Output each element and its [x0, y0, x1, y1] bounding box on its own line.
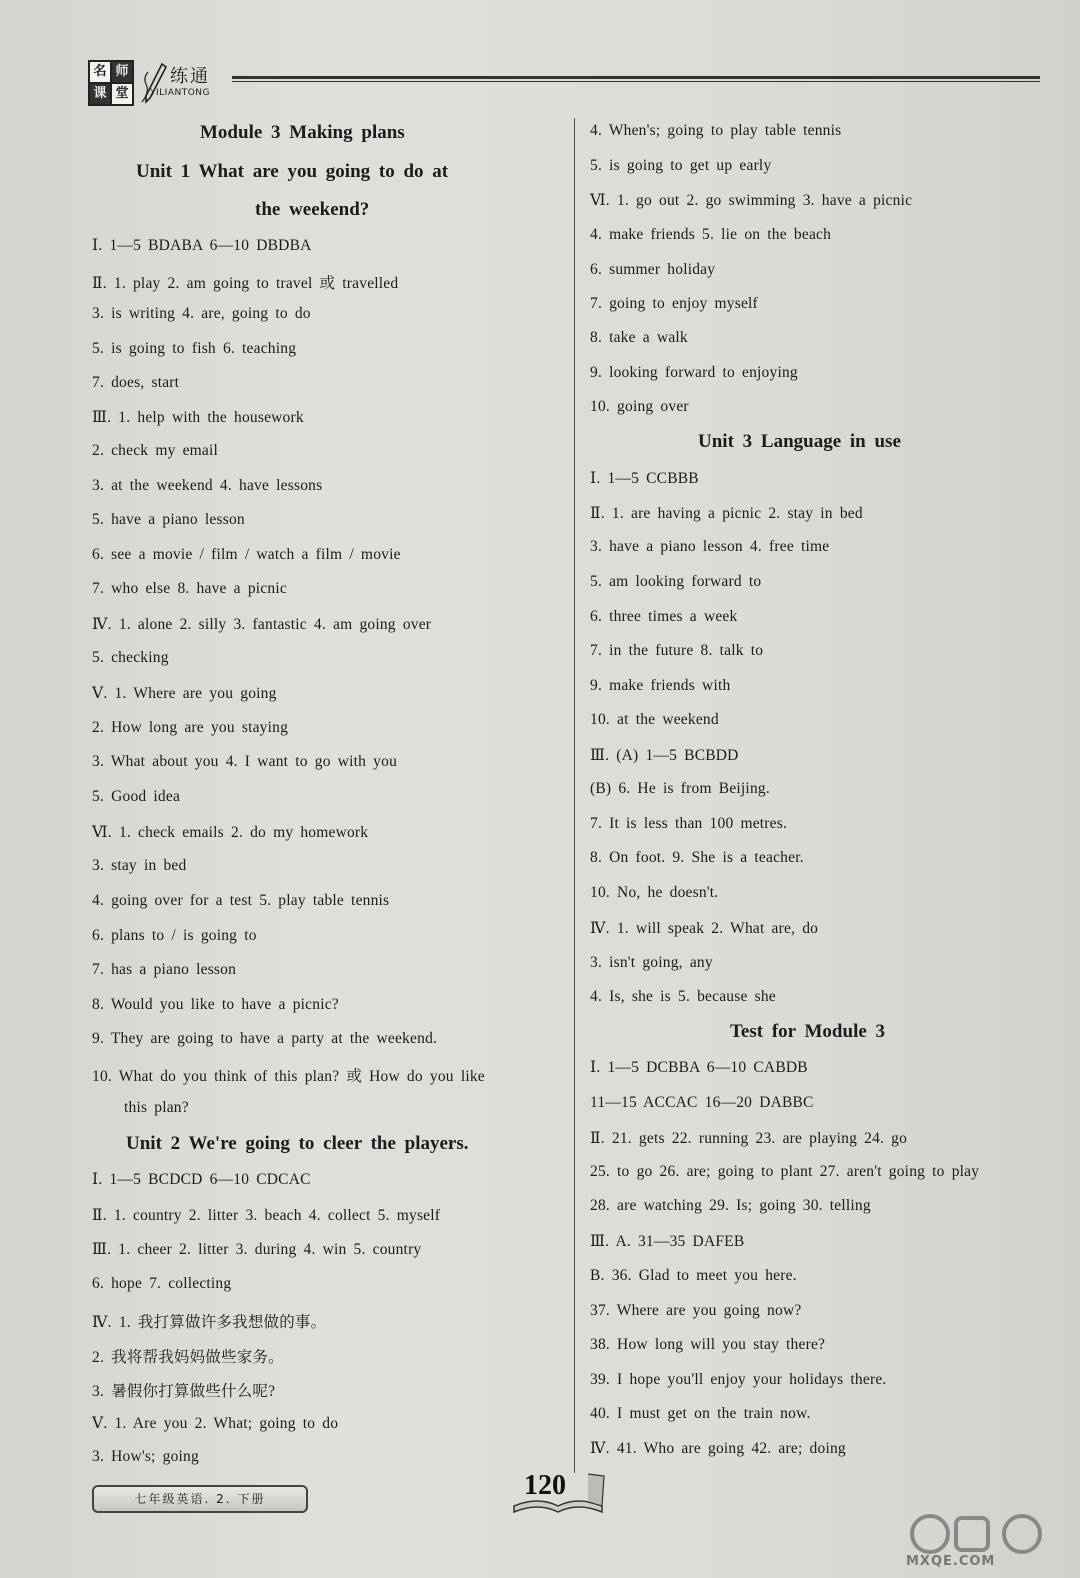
answer-line: Ⅳ. 1. 我打算做许多我想做的事。: [92, 1314, 327, 1331]
logo-char-shi: 师: [110, 60, 134, 84]
answer-line: 7. has a piano lesson: [92, 961, 237, 978]
unit3-title: Unit 3 Language in use: [698, 431, 901, 452]
answer-line: 8. take a walk: [590, 329, 688, 346]
answer-line: 28. are watching 29. Is; going 30. telling: [590, 1197, 871, 1214]
answer-line: 3. How's; going: [92, 1448, 199, 1465]
answer-line: this plan?: [124, 1099, 189, 1116]
answer-line: 4. going over for a test 5. play table tennis: [92, 892, 390, 909]
logo-char-ke: 课: [88, 82, 112, 106]
answer-line: Ⅱ. 1. country 2. litter 3. beach 4. collect 5. myself: [92, 1207, 441, 1224]
answer-line: 6. plans to / is going to: [92, 927, 257, 944]
answer-line: 3. is writing 4. are, going to do: [92, 305, 311, 322]
answer-line: 9. They are going to have a party at the weekend.: [92, 1030, 438, 1047]
answer-line: 2. check my email: [92, 442, 219, 459]
answer-line: Ⅳ. 1. alone 2. silly 3. fantastic 4. am going over: [92, 616, 432, 633]
answer-line: 10. at the weekend: [590, 711, 719, 728]
answer-line: 8. Would you like to have a picnic?: [92, 996, 339, 1013]
answer-line: 10. What do you think of this plan? 或 How do you like: [92, 1068, 485, 1085]
page-number: 120: [524, 1470, 566, 1501]
answer-line: 5. Good idea: [92, 788, 181, 805]
column-divider: [574, 118, 575, 1473]
answer-line: 40. I must get on the train now.: [590, 1405, 811, 1422]
book-label: 七年级英语. 2. 下册: [92, 1485, 308, 1513]
answer-line: Ⅴ. 1. Are you 2. What; going to do: [92, 1415, 339, 1432]
answer-line: Ⅰ. 1—5 DCBBA 6—10 CABDB: [590, 1059, 808, 1076]
answer-line: 5. is going to fish 6. teaching: [92, 340, 297, 357]
answer-line: B. 36. Glad to meet you here.: [590, 1267, 797, 1284]
answer-line: Ⅲ. 1. help with the housework: [92, 409, 304, 426]
answer-line: 3. stay in bed: [92, 857, 187, 874]
module-title: Module 3 Making plans: [200, 122, 405, 143]
answer-line: 7. does, start: [92, 374, 180, 391]
answer-line: 6. summer holiday: [590, 261, 716, 278]
answer-line: 2. 我将帮我妈妈做些家务。: [92, 1349, 284, 1366]
answer-line: 38. How long will you stay there?: [590, 1336, 826, 1353]
answer-line: Ⅰ. 1—5 CCBBB: [590, 470, 699, 487]
header-rule: [232, 76, 1040, 82]
logo-char-ming: 名: [88, 60, 112, 84]
answer-line: Ⅱ. 21. gets 22. running 23. are playing 24. go: [590, 1130, 908, 1147]
logo-char-tang: 堂: [110, 82, 134, 106]
test-title: Test for Module 3: [730, 1021, 886, 1042]
answer-line: 37. Where are you going now?: [590, 1302, 802, 1319]
answer-line: Ⅰ. 1—5 BDABA 6—10 DBDBA: [92, 237, 312, 254]
answer-line: 2. How long are you staying: [92, 719, 289, 736]
unit2-title: Unit 2 We're going to cleer the players.: [126, 1133, 469, 1154]
answer-line: Ⅲ. A. 31—35 DAFEB: [590, 1233, 745, 1250]
answer-line: 6. see a movie / film / watch a film / movie: [92, 546, 401, 563]
answer-line: 9. make friends with: [590, 677, 731, 694]
answer-line: 39. I hope you'll enjoy your holidays there.: [590, 1371, 887, 1388]
answer-line: 5. have a piano lesson: [92, 511, 245, 528]
answer-line: 7. who else 8. have a picnic: [92, 580, 287, 597]
answer-line: 3. have a piano lesson 4. free time: [590, 538, 830, 555]
answer-line: Ⅳ. 41. Who are going 42. are; doing: [590, 1440, 846, 1457]
answer-line: 11—15 ACCAC 16—20 DABBC: [590, 1094, 814, 1111]
answer-line: 7. It is less than 100 metres.: [590, 815, 788, 832]
answer-line: Ⅴ. 1. Where are you going: [92, 685, 277, 702]
answer-line: Ⅵ. 1. go out 2. go swimming 3. have a picnic: [590, 192, 913, 209]
answer-line: 3. isn't going, any: [590, 954, 713, 971]
answer-line: 4. Is, she is 5. because she: [590, 988, 776, 1005]
answer-line: 3. What about you 4. I want to go with you: [92, 753, 398, 770]
answer-line: 4. make friends 5. lie on the beach: [590, 226, 832, 243]
answer-line: 7. going to enjoy myself: [590, 295, 758, 312]
answer-line: 9. looking forward to enjoying: [590, 364, 798, 381]
answer-line: 6. hope 7. collecting: [92, 1275, 232, 1292]
answer-line: (B) 6. He is from Beijing.: [590, 780, 770, 797]
logo-title: 练通: [170, 66, 210, 87]
answer-line: 7. in the future 8. talk to: [590, 642, 764, 659]
answer-line: Ⅱ. 1. are having a picnic 2. stay in bed: [590, 505, 863, 522]
answer-line: 4. When's; going to play table tennis: [590, 122, 842, 139]
answer-line: 10. No, he doesn't.: [590, 884, 719, 901]
publisher-logo: [88, 60, 228, 108]
answer-line: Ⅲ. 1. cheer 2. litter 3. during 4. win 5. country: [92, 1241, 422, 1258]
answer-line: 3. at the weekend 4. have lessons: [92, 477, 323, 494]
watermark-text: MXQE.COM: [906, 1554, 996, 1569]
answer-line: Ⅰ. 1—5 BCDCD 6—10 CDCAC: [92, 1171, 311, 1188]
answer-line: 6. three times a week: [590, 608, 738, 625]
answer-line: 3. 暑假你打算做些什么呢?: [92, 1383, 276, 1400]
logo-subtitle: YILIANTONG: [150, 88, 210, 98]
answer-line: 5. am looking forward to: [590, 573, 762, 590]
answer-line: 10. going over: [590, 398, 689, 415]
answer-line: 5. is going to get up early: [590, 157, 772, 174]
answer-line: 25. to go 26. are; going to plant 27. aren't going to play: [590, 1163, 980, 1180]
answer-line: Ⅵ. 1. check emails 2. do my homework: [92, 824, 369, 841]
answer-line: Ⅱ. 1. play 2. am going to travel 或 travelled: [92, 275, 399, 292]
unit1-title-cont: the weekend?: [255, 199, 370, 220]
answer-line: 5. checking: [92, 649, 169, 666]
answer-line: 8. On foot. 9. She is a teacher.: [590, 849, 804, 866]
answer-line: Ⅲ. (A) 1—5 BCBDD: [590, 747, 739, 764]
unit1-title: Unit 1 What are you going to do at: [136, 161, 449, 182]
answer-line: Ⅳ. 1. will speak 2. What are, do: [590, 920, 819, 937]
